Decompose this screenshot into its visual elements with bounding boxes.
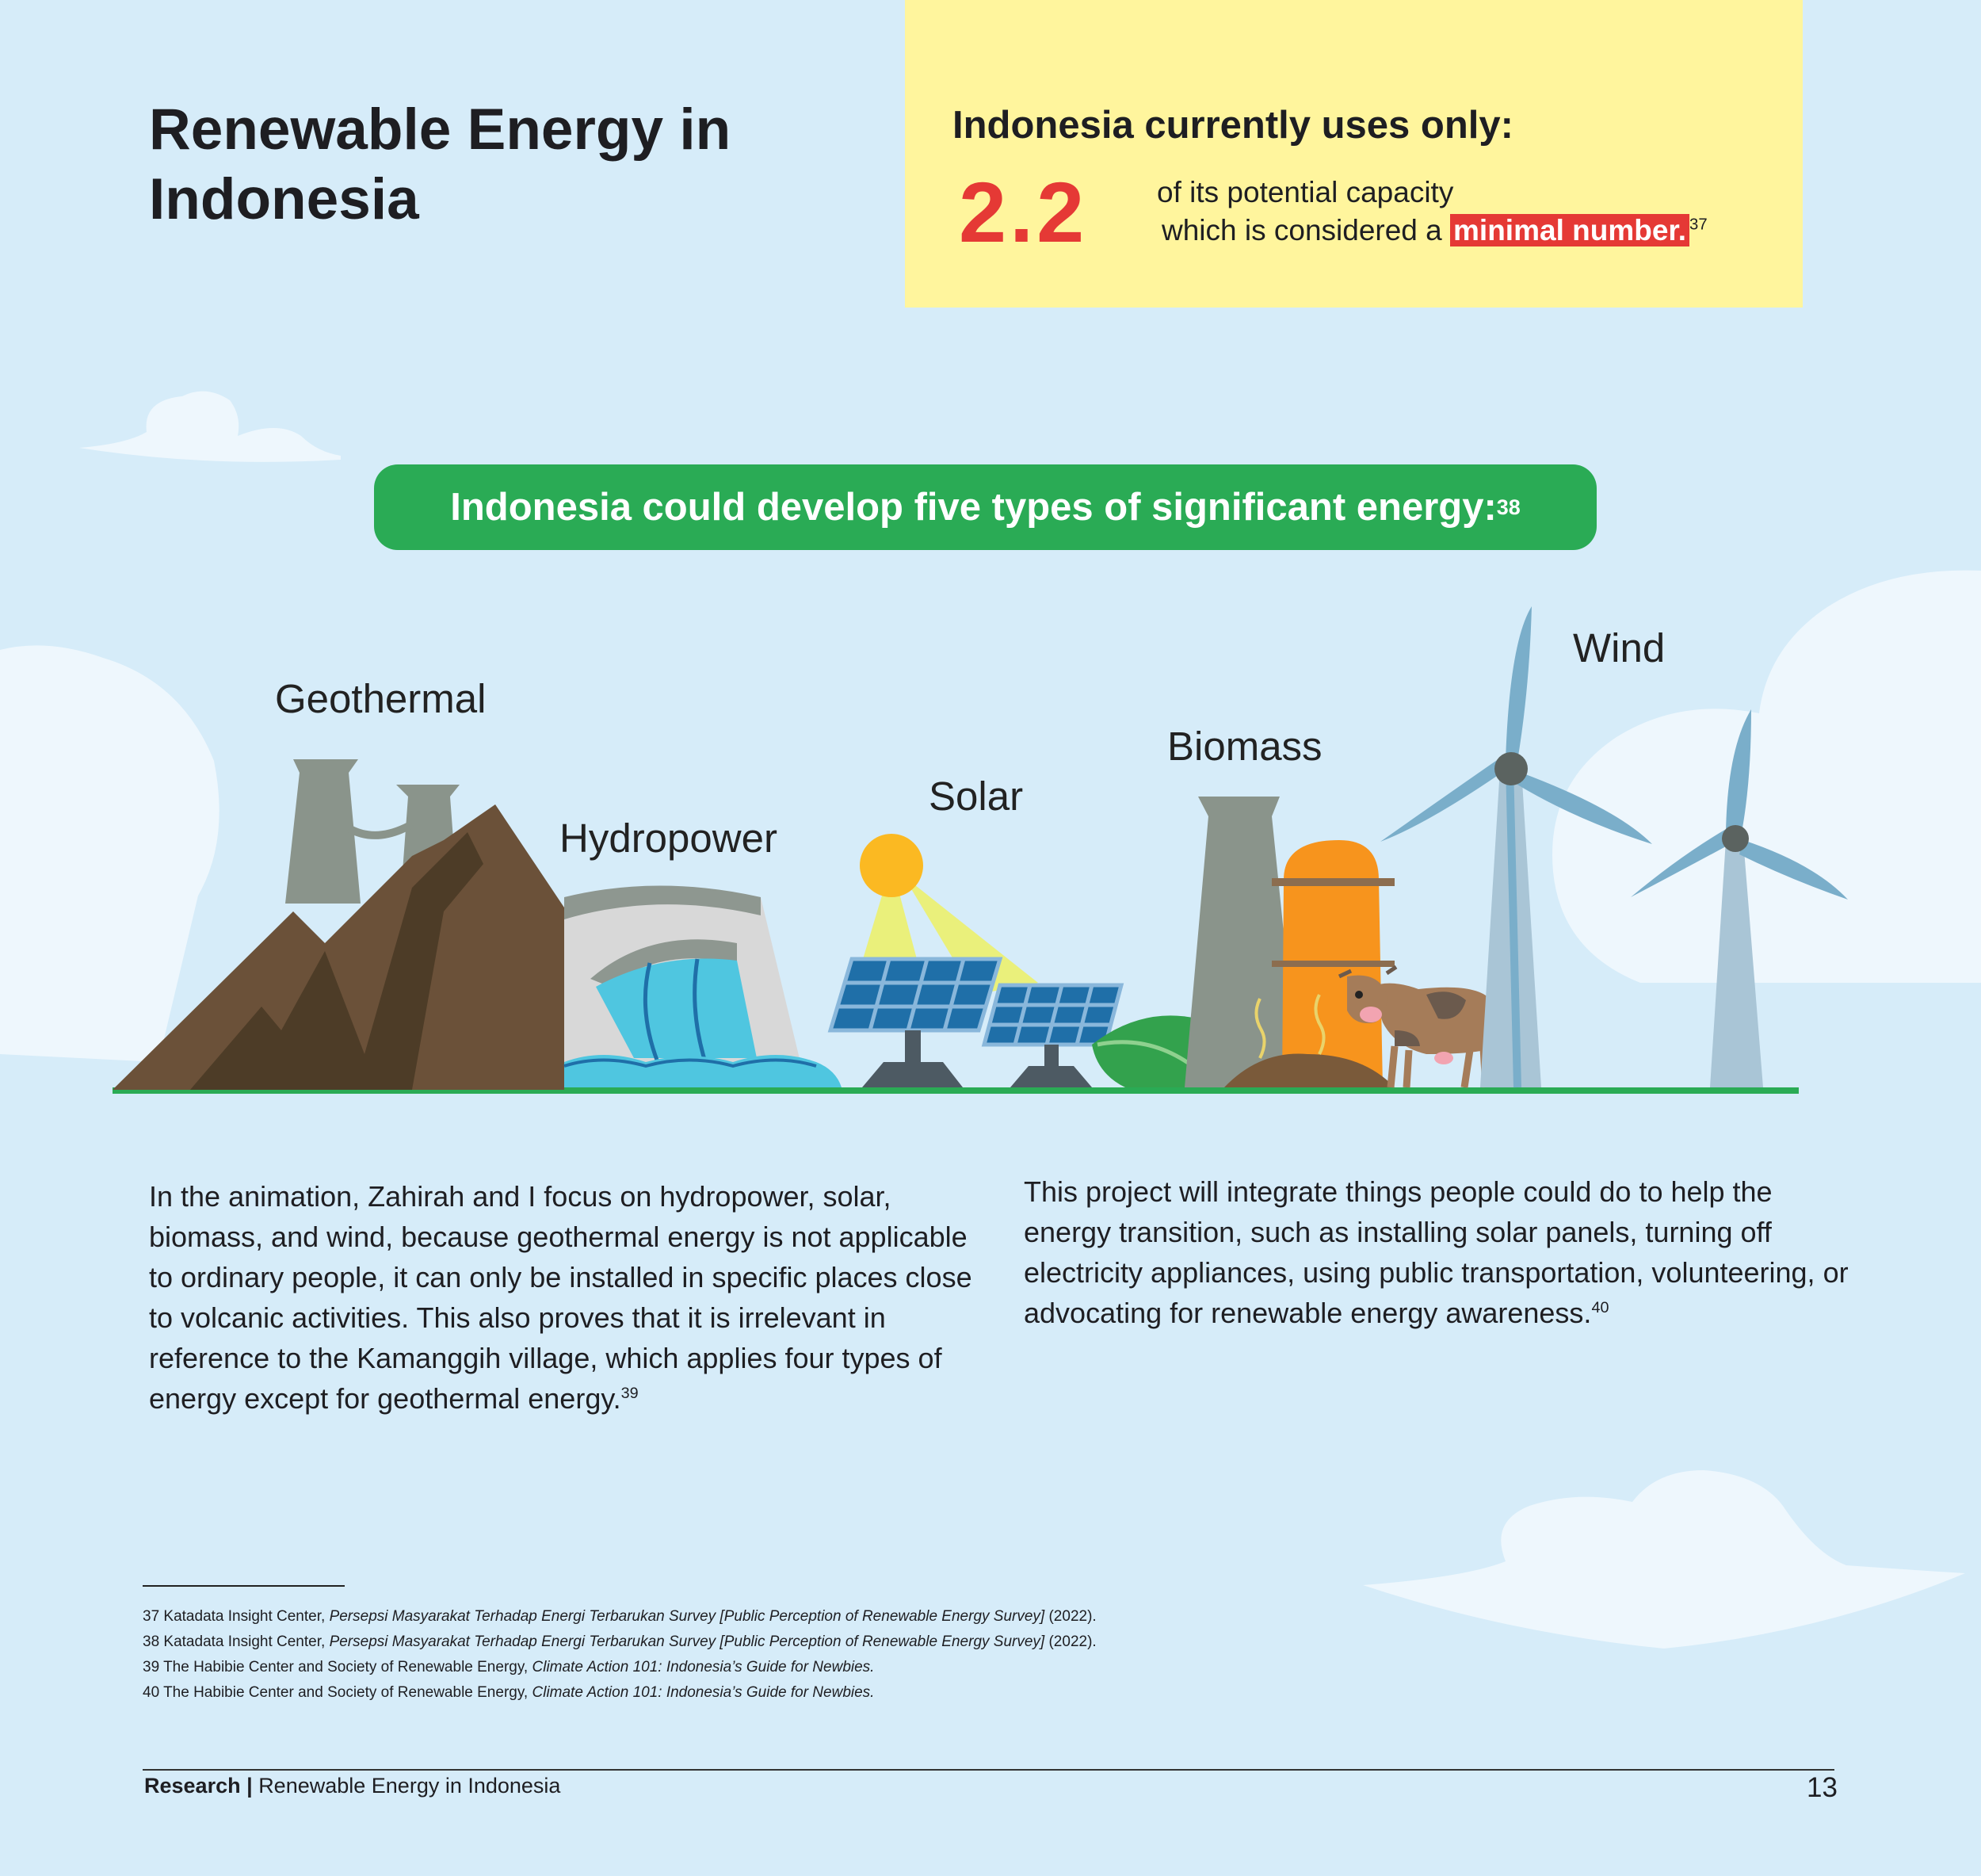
footnote-38-year: (2022). [1044, 1633, 1097, 1650]
footnote-39 [143, 1655, 1490, 1680]
paragraph-right-text: This project will integrate things people could do to help the energy transition, such as installing solar panels, turning off electricity appliances, using public transportation, volunteering, or advocating for renewable energy awareness. [1024, 1175, 1849, 1329]
stat-box [905, 0, 1803, 308]
stat-highlight: minimal number. [1450, 214, 1689, 246]
footnote-40-title: Climate Action 101: Indonesia’s Guide for Newbies. [532, 1684, 875, 1701]
stat-heading: Indonesia currently uses only: [952, 104, 1513, 147]
footnote-38 [143, 1630, 1490, 1655]
footnote-40 [143, 1680, 1490, 1706]
footnote-38-source: 38 Katadata Insight Center, [143, 1633, 330, 1650]
solar-illustration [830, 834, 1121, 1087]
footer-section: Research [144, 1774, 241, 1798]
footnote-37-year: (2022). [1044, 1608, 1097, 1625]
footnote-38-title: Persepsi Masyarakat Terhadap Energi Terbarukan Survey [Public Perception of Renewable Energy Survey] [329, 1633, 1045, 1650]
cloud-left [0, 645, 219, 1062]
page-number: 13 [1807, 1772, 1838, 1803]
footnote-37 [143, 1604, 1490, 1630]
hydropower-illustration [564, 886, 842, 1088]
energy-types-banner: Indonesia could develop five types of significant energy: 38 [374, 464, 1597, 550]
footer-running-title [144, 1774, 560, 1798]
footnote-ref-40: 40 [1591, 1299, 1609, 1316]
label-wind: Wind [1573, 625, 1666, 671]
footnote-39-title: Climate Action 101: Indonesia’s Guide for Newbies. [532, 1659, 875, 1675]
paragraph-left [149, 1176, 973, 1419]
sun-icon [860, 834, 923, 897]
label-biomass: Biomass [1167, 724, 1323, 769]
footer-separator: | [246, 1774, 253, 1798]
footnote-37-source: 37 Katadata Insight Center, [143, 1608, 330, 1625]
label-solar: Solar [929, 774, 1024, 819]
footnote-40-source: 40 The Habibie Center and Society of Renewable Energy, [143, 1684, 532, 1701]
paragraph-left-text: In the animation, Zahirah and I focus on hydropower, solar, biomass, and wind, because geothermal energy is not applicable to ordinary people, it can only be installed in specific places close to volcanic activities. This also proves that it is irrelevant in reference to the Kamanggih village, which applies four types of energy except for geothermal energy. [149, 1180, 972, 1415]
stat-value: 2.2 [959, 164, 1088, 260]
cloud-top-left [79, 392, 341, 462]
footer-title: Renewable Energy in Indonesia [258, 1774, 561, 1798]
page-title: Renewable Energy in Indonesia [149, 97, 731, 231]
footnote-ref-37: 37 [1689, 216, 1708, 234]
stat-line2-prefix: which is considered a [1162, 214, 1442, 246]
banner-text: Indonesia could develop five types of significant energy: [450, 486, 1497, 529]
label-geothermal: Geothermal [275, 676, 487, 721]
label-hydropower: Hydropower [559, 816, 777, 861]
footnote-39-source: 39 The Habibie Center and Society of Renewable Energy, [143, 1659, 532, 1675]
footnotes-list [143, 1604, 1490, 1706]
paragraph-right [1024, 1171, 1856, 1333]
biomass-illustration [1092, 797, 1530, 1087]
footnote-37-title: Persepsi Masyarakat Terhadap Energi Terbarukan Survey [Public Perception of Renewable Energy Survey] [329, 1608, 1045, 1625]
footnote-ref-39: 39 [620, 1385, 639, 1402]
stat-description-line1: of its potential capacity [1157, 176, 1454, 208]
footer-divider [143, 1769, 1834, 1771]
stat-description-line2 [1162, 214, 1708, 247]
footnote-divider [143, 1585, 345, 1587]
